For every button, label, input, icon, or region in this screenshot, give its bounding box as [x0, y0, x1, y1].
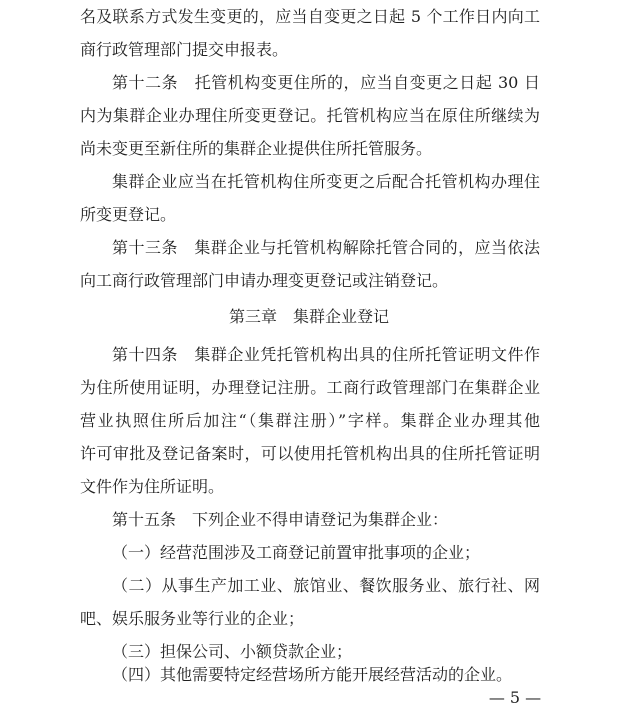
paragraph-line: 所变更登记。 — [80, 205, 177, 224]
paragraph-line: 商行政管理部门提交申报表。 — [80, 40, 289, 59]
paragraph-line: 内为集群企业办理住所变更登记。托管机构应当在原住所继续为 — [80, 106, 540, 125]
list-item: （二）从事生产加工业、旅馆业、餐饮服务业、旅行社、网 — [112, 576, 540, 595]
article-12-line: 第十二条 托管机构变更住所的，应当自变更之日起 30 日 — [112, 73, 540, 92]
paragraph-line: 集群企业应当在托管机构住所变更之后配合托管机构办理住 — [112, 172, 540, 191]
list-item: （三）担保公司、小额贷款企业； — [112, 642, 353, 661]
paragraph-line: 向工商行政管理部门申请办理变更登记或注销登记。 — [80, 271, 449, 290]
article-13-line: 第十三条 集群企业与托管机构解除托管合同的，应当依法 — [112, 238, 540, 257]
list-item: （四）其他需要特定经营场所方能开展经营活动的企业。 — [112, 665, 513, 684]
list-item: （一）经营范围涉及工商登记前置审批事项的企业； — [112, 543, 481, 562]
paragraph-line: 名及联系方式发生变更的，应当自变更之日起 5 个工作日内向工 — [80, 7, 540, 26]
paragraph-line: 为住所使用证明，办理登记注册。工商行政管理部门在集群企业 — [80, 378, 540, 397]
paragraph-line: 许可审批及登记备案时，可以使用托管机构出具的住所托管证明 — [80, 444, 540, 463]
paragraph-line: 营业执照住所后加注“（集群注册）”字样。集群企业办理其他 — [80, 411, 540, 430]
article-15-line: 第十五条 下列企业不得申请登记为集群企业： — [112, 510, 449, 529]
chapter-heading: 第三章 集群企业登记 — [228, 307, 389, 326]
paragraph-line: 尚未变更至新住所的集群企业提供住所托管服务。 — [80, 139, 433, 158]
paragraph-line: 文件作为住所证明。 — [80, 477, 225, 496]
page-number: — 5 — — [488, 688, 542, 707]
article-14-line: 第十四条 集群企业凭托管机构出具的住所托管证明文件作 — [112, 345, 540, 364]
list-item-continuation: 吧、娱乐服务业等行业的企业； — [80, 609, 305, 628]
